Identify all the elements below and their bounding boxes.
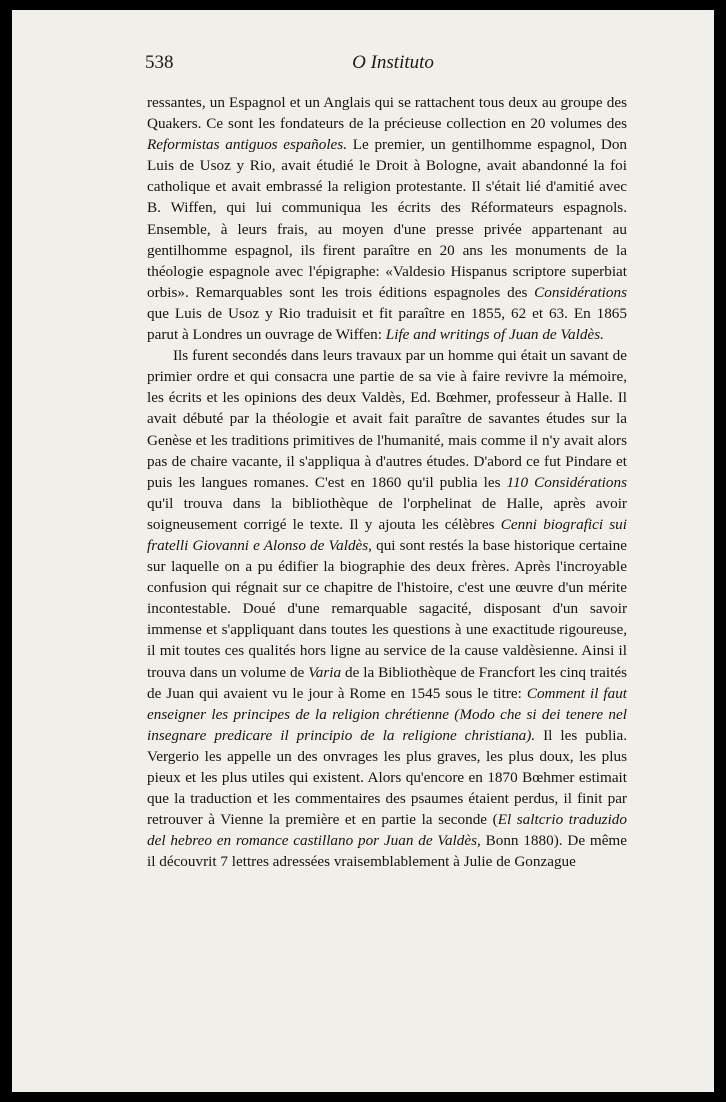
text-run: que Luis de Usoz y Rio traduisit et fit paraître en 1855, 62 et 63. En 1865 parut à Londres un ouvrage de Wiffen:: [147, 304, 627, 344]
page-number: 538: [145, 52, 174, 73]
text-run: Bonn 1880). De même il découvrit 7 lettres adressées vraisemblablement à Julie de Gonzague: [147, 832, 627, 871]
text-run: qui sont restés la base historique certaine sur laquelle on a pu édifier la biographie des deux frères. Après l'incroyable confusion qui régnait sur ce chapitre de l'histoire, c'est une œuvre d'un mérite incontestable. Doué d'une remarquable sagacité, disposant d'un savoir immense et s'appliquant dans toutes les questions à une exactitude rigoureuse, il mit toutes ces qualités hors ligne au service de la cause valdèsienne. Ainsi il trouva dans un volume de: [147, 536, 627, 681]
italic-title: Varia: [308, 663, 342, 681]
book-page: [12, 10, 714, 1092]
text-run: Il les publia. Vergerio les appelle un des onvrages les plus graves, les plus doux, les plus pieux et les plus utiles qui existent. Alors qu'encore en 1870 Bœhmer estimait que la traduction et les commentaires des psaumes étaient perdus, il finit par retrouver à Vienne la première et en partie la seconde (: [147, 726, 627, 829]
body-text: [147, 92, 627, 872]
italic-title: Comment il faut enseigner les principes de la religion chrétienne (Modo che si dei tenere nel insegnare predicare il principio de la religione christiana).: [147, 684, 628, 744]
italic-title: El saltcrio traduzido del hebreo en romance castillano por Juan de Valdès,: [147, 811, 627, 850]
text-run: qu'il trouva dans la bibliothèque de l'orphelinat de Halle, après avoir soigneusement corrigé le texte. Il y ajouta les célèbres: [147, 494, 627, 533]
running-title: O Instituto: [352, 52, 434, 73]
text-run: Ils furent secondés dans leurs travaux par un homme qui était un savant de primier ordre et qui consacra une partie de sa vie à faire revivre la mémoire, les écrits et les opinions des deux Valdès, Ed. Bœhmer, professeur à Halle. Il avait débuté par la théologie et avait fait paraître de savantes études sur la Genèse et les traditions primitives de l'humanité, mais comme il n'y avait alors pas de chaire vacante, il s'appliqua à d'autres études. D'abord ce fut Pindare et puis les langues romanes. C'est en 1860 qu'il publia les: [147, 347, 627, 491]
italic-title: 110 Considérations: [506, 473, 627, 491]
italic-title: Considérations: [534, 283, 627, 301]
paragraph-2: [147, 345, 627, 872]
italic-title: Reformistas antiguos españoles.: [147, 136, 348, 154]
paragraph-1: [147, 92, 627, 345]
text-run: Le premier, un gentilhomme espagnol, Don Luis de Usoz y Rio, avait étudié le Droit à Bologne, avait abandonné la foi catholique et avait embrassé la religion protestante. Il s'était lié d'amitié avec B. Wiffen, qui lui communiqua les écrits des Réformateurs espagnols. Ensemble, à leurs frais, au moyen d'une presse privée appartenant au gentilhomme espagnol, ils firent paraître en 20 ans les monuments de la théologie espagnole avec l'épigraphe: «Valdesio Hispanus scriptore superbiat orbis». Remarquables sont les trois éditions espagnoles des: [147, 136, 628, 301]
text-run: de la Bibliothèque de Francfort les cinq traités de Juan qui avaient vu le jour à Rome en 1545 sous le titre:: [147, 663, 627, 702]
text-run: ressantes, un Espagnol et un Anglais qui se rattachent tous deux au groupe des Quakers. Ce sont les fondateurs de la précieuse collection en 20 volumes des: [147, 94, 627, 133]
italic-title: Cenni biografici sui fratelli Giovanni e Alonso de Valdès,: [147, 515, 627, 554]
italic-title: Life and writings of Juan de Valdès.: [385, 326, 604, 344]
